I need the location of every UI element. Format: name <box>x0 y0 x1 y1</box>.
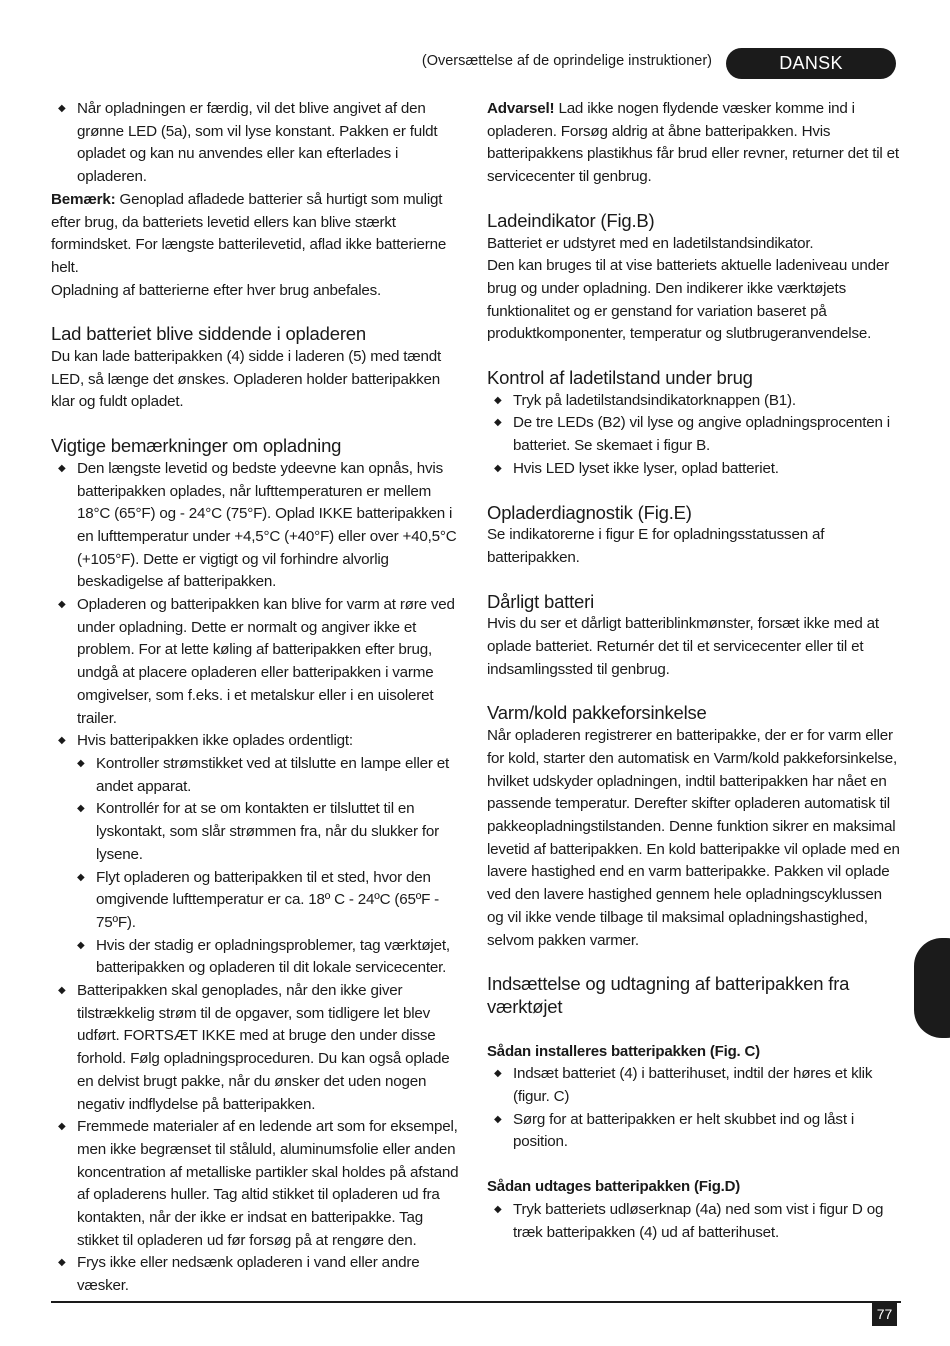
diamond-bullet-icon: ◆ <box>77 871 85 883</box>
section-tab <box>914 938 950 1038</box>
translation-note: (Oversættelse af de oprindelige instruktioner) <box>421 53 712 69</box>
diamond-bullet-icon: ◆ <box>77 939 85 951</box>
insert-remove-heading: Indsættelse og udtagning af batteripakken fra værktøjet <box>487 973 850 1017</box>
notes-heading: Vigtige bemærkninger om opladning <box>51 435 342 457</box>
language-badge: DANSK <box>726 48 896 79</box>
diamond-bullet-icon: ◆ <box>58 462 66 474</box>
diamond-bullet-icon: ◆ <box>77 757 85 769</box>
list-item: ◆ Tryk på ladetilstandsindikatorknappen (B1). <box>487 390 901 413</box>
diamond-bullet-icon: ◆ <box>494 1113 502 1125</box>
list-item: ◆ Tryk batteriets udløserknap (4a) ned som vist i figur D og træk batteripakken (4) ud af batterihuset. <box>494 1200 884 1241</box>
diamond-bullet-icon: ◆ <box>58 735 66 747</box>
leave-heading: Lad batteriet blive siddende i opladeren <box>51 323 366 345</box>
diamond-bullet-icon: ◆ <box>494 394 502 406</box>
diamond-bullet-icon: ◆ <box>58 1257 66 1269</box>
intro-list <box>51 98 465 189</box>
diagnostics-heading: Opladerdiagnostik (Fig.E) <box>487 501 692 523</box>
more-notes-list <box>51 980 465 1298</box>
list-item: ◆ Hvis batteripakken ikke oplades ordentligt: <box>51 730 465 753</box>
list-item: ◆ Frys ikke eller nedsænk opladeren i vand eller andre væsker. <box>58 1254 420 1295</box>
bad-battery-heading: Dårligt batteri <box>487 590 595 612</box>
remove-subheading: Sådan udtages batteripakken (Fig.D) <box>487 1178 741 1196</box>
indicator-heading: Ladeindikator (Fig.B) <box>487 209 655 231</box>
list-item: ◆ Opladeren og batteripakken kan blive for varm at røre ved under opladning. Dette er normalt og angiver ikke et problem. For at lette køling af batteripakken efter brug, undgå at placere opladeren eller batteripakken i varme omgivelser, som f.eks. i et metalskur eller i en uisoleret trailer. <box>58 596 455 727</box>
note-paragraph: Bemærk: Genoplad afladede batterier så hurtigt som muligt efter brug, da batteriets levetid ellers kan blive stærkt formindsket. For længste batterilevetid, aflad ikke batterierne helt. <box>51 190 447 276</box>
remove-list <box>487 1199 901 1244</box>
warning-label: Advarsel! <box>487 100 555 117</box>
diamond-bullet-icon: ◆ <box>58 1121 66 1133</box>
diamond-bullet-icon: ◆ <box>58 985 66 997</box>
list-item: ◆ De tre LEDs (B2) vil lyse og angive opladningsprocenten i batteriet. Se skemaet i figur B. <box>494 414 890 455</box>
sub-list-item: ◆ Kontrollér for at se om kontakten er tilsluttet til en lyskontakt, som slår strømmen fra, når du slukker for lysene. <box>77 800 440 863</box>
diamond-bullet-icon: ◆ <box>77 803 85 815</box>
list-item: ◆ Hvis LED lyset ikke lyser, oplad batteriet. <box>487 458 901 481</box>
indicator-text: Den kan bruges til at vise batteriets aktuelle ladeniveau under brug og under opladning. Den indikerer ikke værktøjets funktionalitet og er genstand for variation baseret på produktkomponenter, temperatur og slutbrugeranvendelse. <box>487 257 889 343</box>
check-heading: Kontrol af ladetilstand under brug <box>487 367 753 389</box>
list-item: ◆ Batteripakken skal genoplades, når den ikke giver tilstrækkelig strøm til de opgaver, som tidligere let blev udført. FORTSÆT IKKE med at bruge den under disse forhold. Følg opladningsproceduren. Du kan også oplade en delvist brugt pakke, når du ønsker det uden nogen negativ indflydelse på batteripakken. <box>58 982 450 1113</box>
leave-text: Du kan lade batteripakken (4) sidde i laderen (5) med tændt LED, så længe det ønskes. Opladeren holder batteripakken klar og fuldt opladet. <box>51 348 442 411</box>
left-column <box>51 98 465 1298</box>
diamond-bullet-icon: ◆ <box>494 1068 502 1080</box>
bad-battery-text: Hvis du ser et dårligt batteriblinkmønster, forsæt ikke med at oplade batteriet. Returnér det til et servicecenter eller til et indsamlingssted til genbrug. <box>487 615 879 678</box>
diamond-bullet-icon: ◆ <box>58 103 66 114</box>
footer-rule <box>51 1301 901 1303</box>
page-number: 77 <box>872 1302 897 1326</box>
list-item: ◆ Fremmede materialer af en ledende art som for eksempel, men ikke begrænset til ståluld, aluminumsfolie eller anden koncentration af metalliske partikler skal holdes på afstand af opladerens huller. Tag altid stikket til opladeren ud fra kontakten, når der ikke er indsat en batteripakke. Tag stikket til opladeren ud før forsøg på at rengøre den. <box>58 1118 459 1249</box>
hot-cold-heading: Varm/kold pakkeforsinkelse <box>487 702 707 724</box>
list-item: ◆ Den længste levetid og bedste ydeevne kan opnås, hvis batteripakken oplades, når lufttemperaturen er mellem 18°C (65°F) og - 24°C (75°F). Oplad IKKE batteripakken i en lufttemperatur under +4,5°C (+40°F) eller over +40,5°C (+105°F). Dette er vigtigt og vil forhindre alvorlig beskadigelse af batteripakken. <box>58 459 457 591</box>
install-subheading: Sådan installeres batteripakken (Fig. C) <box>487 1042 760 1060</box>
diamond-bullet-icon: ◆ <box>494 462 502 474</box>
troubleshoot-list <box>51 753 465 980</box>
sub-list-item: ◆ Flyt opladeren og batteripakken til et sted, hvor den omgivende lufttemperatur er ca. 18º C - 24ºC (65ºF - 75ºF). <box>77 868 440 931</box>
indicator-line: Batteriet er udstyret med en ladetilstandsindikator. <box>487 234 814 252</box>
list-item: ◆ Når opladningen er færdig, vil det blive angivet af den grønne LED (5a), som vil lyse konstant. Pakken er fuldt opladet og kan nu anvendes eller kan efterlades i opladeren. <box>58 100 438 186</box>
list-item: ◆ Indsæt batteriet (4) i batterihuset, indtil der høres et klik (figur. C) <box>494 1065 873 1106</box>
diamond-bullet-icon: ◆ <box>494 1203 502 1215</box>
install-list <box>487 1063 901 1154</box>
recommend-text: Opladning af batterierne efter hver brug anbefales. <box>51 281 382 299</box>
right-column <box>487 98 901 1244</box>
notes-list <box>51 458 465 753</box>
check-list <box>487 390 901 481</box>
diamond-bullet-icon: ◆ <box>58 599 66 611</box>
hot-cold-text: Når opladeren registrerer en batteripakke, der er for varm eller for kold, starter den automatisk en Varm/kold pakkeforsinkelse, hvilket udskyder opladningen, indtil batteripakken har nået en passende temperatur. Derefter skifter opladeren automatisk til pakkeopladningstilstanden. Denne funktion sikrer en maksimal levetid af batteripakken. En kold batteripakke vil oplade med en lavere hastighed end en varm batteripakke. Pakken vil oplade ved den lavere hastighed gennem hele opladningscyklussen og vil ikke vende tilbage til maksimal opladningshastighed, selvom pakken varmer. <box>487 727 900 949</box>
sub-list-item: ◆ Hvis der stadig er opladningsproblemer, tag værktøjet, batteripakken og opladeren til dit lokale servicecenter. <box>77 936 450 977</box>
sub-list-item: ◆ Kontroller strømstikket ved at tilslutte en lampe eller et andet apparat. <box>77 754 450 795</box>
diagnostics-text: Se indikatorerne i figur E for opladningsstatussen af batteripakken. <box>487 526 825 566</box>
note-label: Bemærk: <box>51 190 116 208</box>
diamond-bullet-icon: ◆ <box>494 417 502 429</box>
warning-paragraph: Advarsel! Lad ikke nogen flydende væsker komme ind i opladeren. Forsøg aldrig at åbne batteripakken. Hvis batteripakkens plastikhus får brud eller revner, returner det til et servicecenter til genbrug. <box>487 100 899 186</box>
list-item: ◆ Sørg for at batteripakken er helt skubbet ind og låst i position. <box>494 1110 855 1151</box>
